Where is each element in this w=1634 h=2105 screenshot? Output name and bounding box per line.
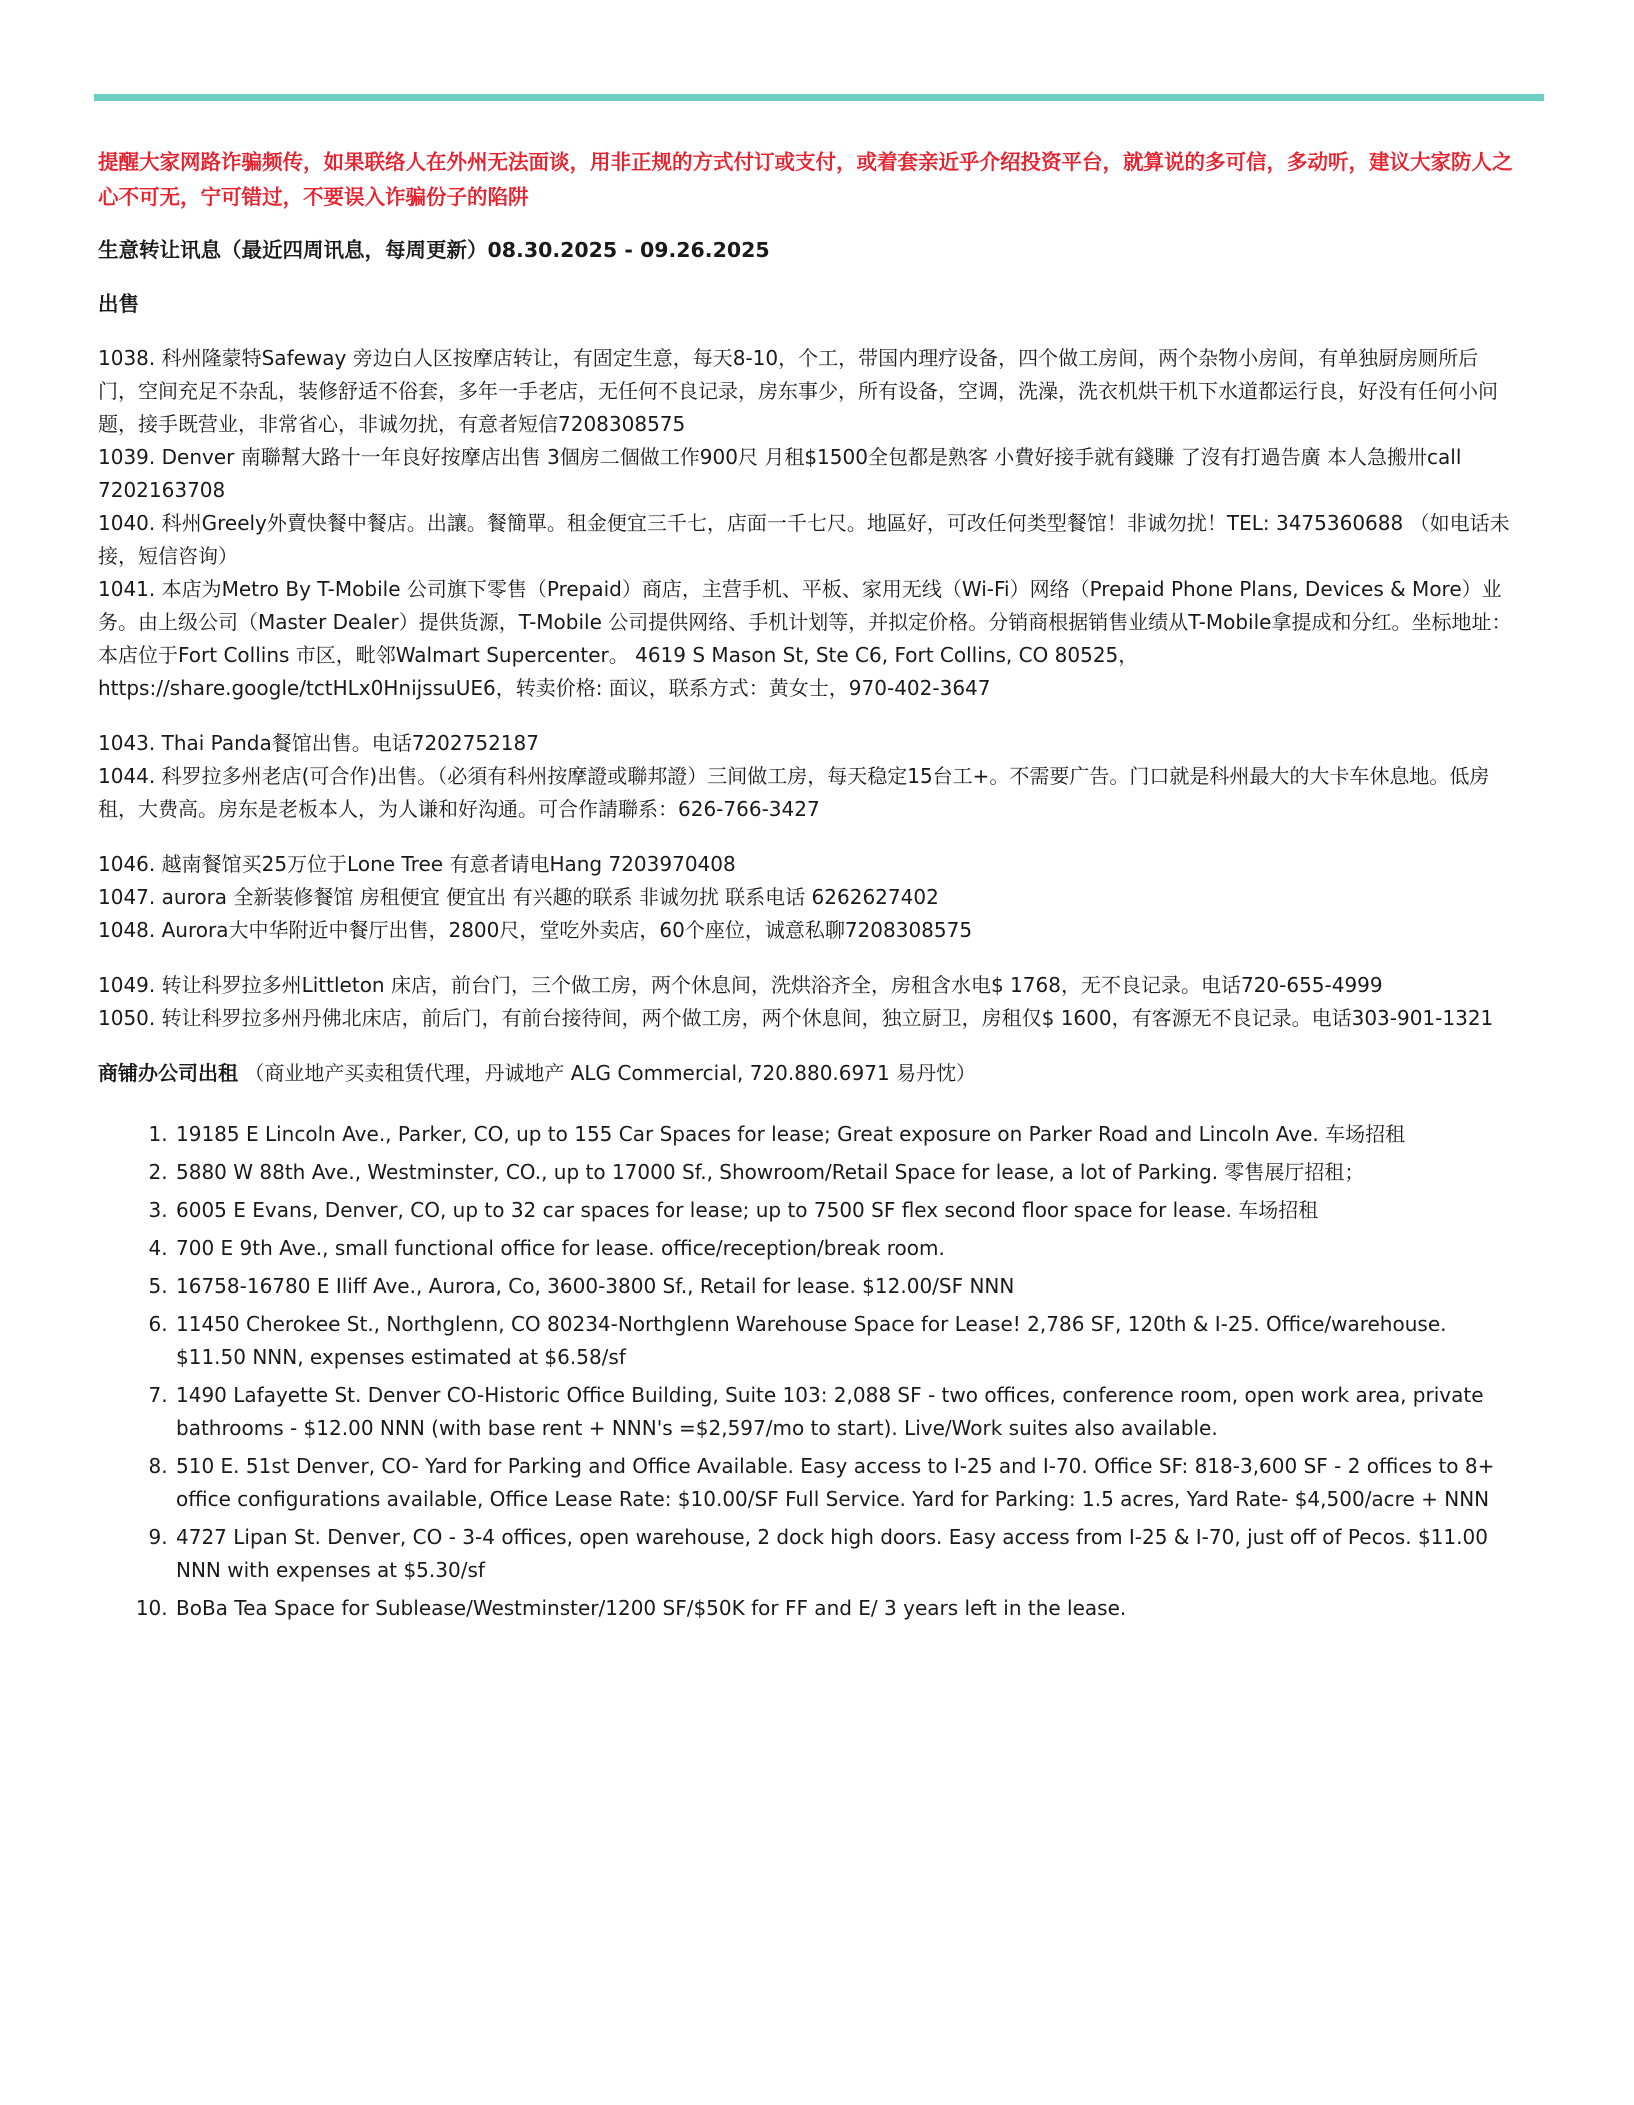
section-title: 生意转让讯息（最近四周讯息，每周更新）08.30.2025 - 09.26.2025 (98, 238, 770, 262)
list-item: 5. 16758-16780 E Iliff Ave., Aurora, Co, 3600-3800 Sf., Retail for lease. $12.00/SF NNN (174, 1270, 1518, 1303)
list-item: 1. 19185 E Lincoln Ave., Parker, CO, up to 155 Car Spaces for lease; Great exposure on Parker Road and Lincoln Ave. 车场招租 (174, 1118, 1518, 1151)
commercial-list (98, 1118, 1518, 1625)
listing-1043: 1043. Thai Panda餐馆出售。电话7202752187 (98, 731, 539, 755)
listing-1046: 1046. 越南餐馆买25万位于Lone Tree 有意者请电Hang 7203970408 (98, 852, 736, 876)
fraud-warning: 提醒大家网路诈骗频传，如果联络人在外州无法面谈，用非正规的方式付订或支付，或着套亲近乎介绍投资平台，就算说的多可信，多动听，建议大家防人之心不可无，宁可错过，不要误入诈骗份子的陷阱 (98, 150, 1513, 209)
list-item: 8. 510 E. 51st Denver, CO- Yard for Parking and Office Available. Easy access to I-25 and I-70. Office SF: 818-3,600 SF - 2 offices to 8+ office configurations available, Office Lease Rate: $10.00/SF Full Service. Yard for Parking: 1.5 acres, Yard Rate- $4,500/acre + NNN (174, 1450, 1518, 1516)
top-divider (94, 94, 1544, 101)
sale-heading: 出售 (98, 292, 139, 316)
list-item: 3. 6005 E Evans, Denver, CO, up to 32 car spaces for lease; up to 7500 SF flex second floor space for lease. 车场招租 (174, 1194, 1518, 1227)
commercial-subtitle: （商业地产买卖租赁代理，丹诚地产 ALG Commercial, 720.880.6971 易丹忱） (238, 1061, 977, 1085)
list-item: 10. BoBa Tea Space for Sublease/Westminster/1200 SF/$50K for FF and E/ 3 years left in the lease. (174, 1592, 1518, 1625)
listing-1040: 1040. 科州Greely外賣快餐中餐店。出讓。餐簡單。租金便宜三千七，店面一千七尺。地區好，可改任何类型餐馆！非诚勿扰！TEL: 3475360688 （如电话未接，短信咨询） (98, 511, 1510, 568)
sale-group (98, 848, 1518, 947)
listing-1048: 1048. Aurora大中华附近中餐厅出售，2800尺，堂吃外卖店，60个座位，诚意私聊7208308575 (98, 918, 973, 942)
listing-1049: 1049. 转让科罗拉多州Littleton 床店，前台门，三个做工房，两个休息间，洗烘浴齐全，房租含水电$ 1768，无不良记录。电话720-655-4999 (98, 973, 1383, 997)
commercial-heading (98, 1057, 1518, 1090)
sale-group (98, 727, 1518, 826)
listing-1044: 1044. 科罗拉多州老店(可合作)出售。（必須有科州按摩證或聯邦證）三间做工房，每天稳定15台工+。不需要广告。门口就是科州最大的大卡车休息地。低房租，大费高。房东是老板本人，为人谦和好沟通。可合作請聯系：626-766-3427 (98, 764, 1490, 821)
sale-group (98, 969, 1518, 1035)
listing-1047: 1047. aurora 全新装修餐馆 房租便宜 便宜出 有兴趣的联系 非诚勿扰 联系电话 6262627402 (98, 885, 939, 909)
commercial-title: 商铺办公司出租 (98, 1061, 238, 1085)
list-item: 4. 700 E 9th Ave., small functional office for lease. office/reception/break room. (174, 1232, 1518, 1265)
list-item: 9. 4727 Lipan St. Denver, CO - 3-4 offices, open warehouse, 2 dock high doors. Easy access from I-25 & I-70, just off of Pecos. $11.00 NNN with expenses at $5.30/sf (174, 1521, 1518, 1587)
listing-1041: 1041. 本店为Metro By T-Mobile 公司旗下零售（Prepaid）商店，主营手机、平板、家用无线（Wi-Fi）网络（Prepaid Phone Plans, Devices & More）业务。由上级公司（Master Dealer）提供货源，T-Mobile 公司提供网络、手机计划等，并拟定价格。分销商根据销售业绩从T-Mobile拿提成和分红。坐标地址：本店位于Fort Collins 市区，毗邻Walmart Supercenter。 4619 S Mason St, Ste C6, Fort Collins, CO 80525， https://share.google/tctHLx0HnijssuUE6，转卖价格: 面议，联系方式：黄女士，970-402-3647 (98, 577, 1512, 700)
document-body (98, 145, 1518, 1630)
list-item: 7. 1490 Lafayette St. Denver CO-Historic Office Building, Suite 103: 2,088 SF - two offices, conference room, open work area, private bathrooms - $12.00 NNN (with base rent + NNN's =$2,597/mo to start). Live/Work suites also available. (174, 1379, 1518, 1445)
listing-1039: 1039. Denver 南聯幫大路十一年良好按摩店出售 3個房二個做工作900尺 月租$1500全包都是熟客 小費好接手就有錢賺 了沒有打過告廣 本人急搬卅call 7202163708 (98, 445, 1462, 502)
list-item: 6. 11450 Cherokee St., Northglenn, CO 80234-Northglenn Warehouse Space for Lease! 2,786 SF, 120th & I-25. Office/warehouse. $11.50 NNN, expenses estimated at $6.58/sf (174, 1308, 1518, 1374)
listing-1050: 1050. 转让科罗拉多州丹佛北床店，前后门，有前台接待间，两个做工房，两个休息间，独立厨卫，房租仅$ 1600，有客源无不良记录。电话303-901-1321 (98, 1006, 1494, 1030)
sale-group (98, 342, 1518, 705)
listing-1038: 1038. 科州隆蒙特Safeway 旁边白人区按摩店转让，有固定生意，每天8-10，个工，带国内理疗设备，四个做工房间，两个杂物小房间，有单独厨房厕所后门，空间充足不杂乱，装修舒适不俗套，多年一手老店，无任何不良记录，房东事少，所有设备，空调，洗澡，洗衣机烘干机下水道都运行良，好没有任何小问题，接手既营业，非常省心，非诚勿扰，有意者短信7208308575 (98, 346, 1498, 436)
list-item: 2. 5880 W 88th Ave., Westminster, CO., up to 17000 Sf., Showroom/Retail Space for lease, a lot of Parking. 零售展厅招租； (174, 1156, 1518, 1189)
